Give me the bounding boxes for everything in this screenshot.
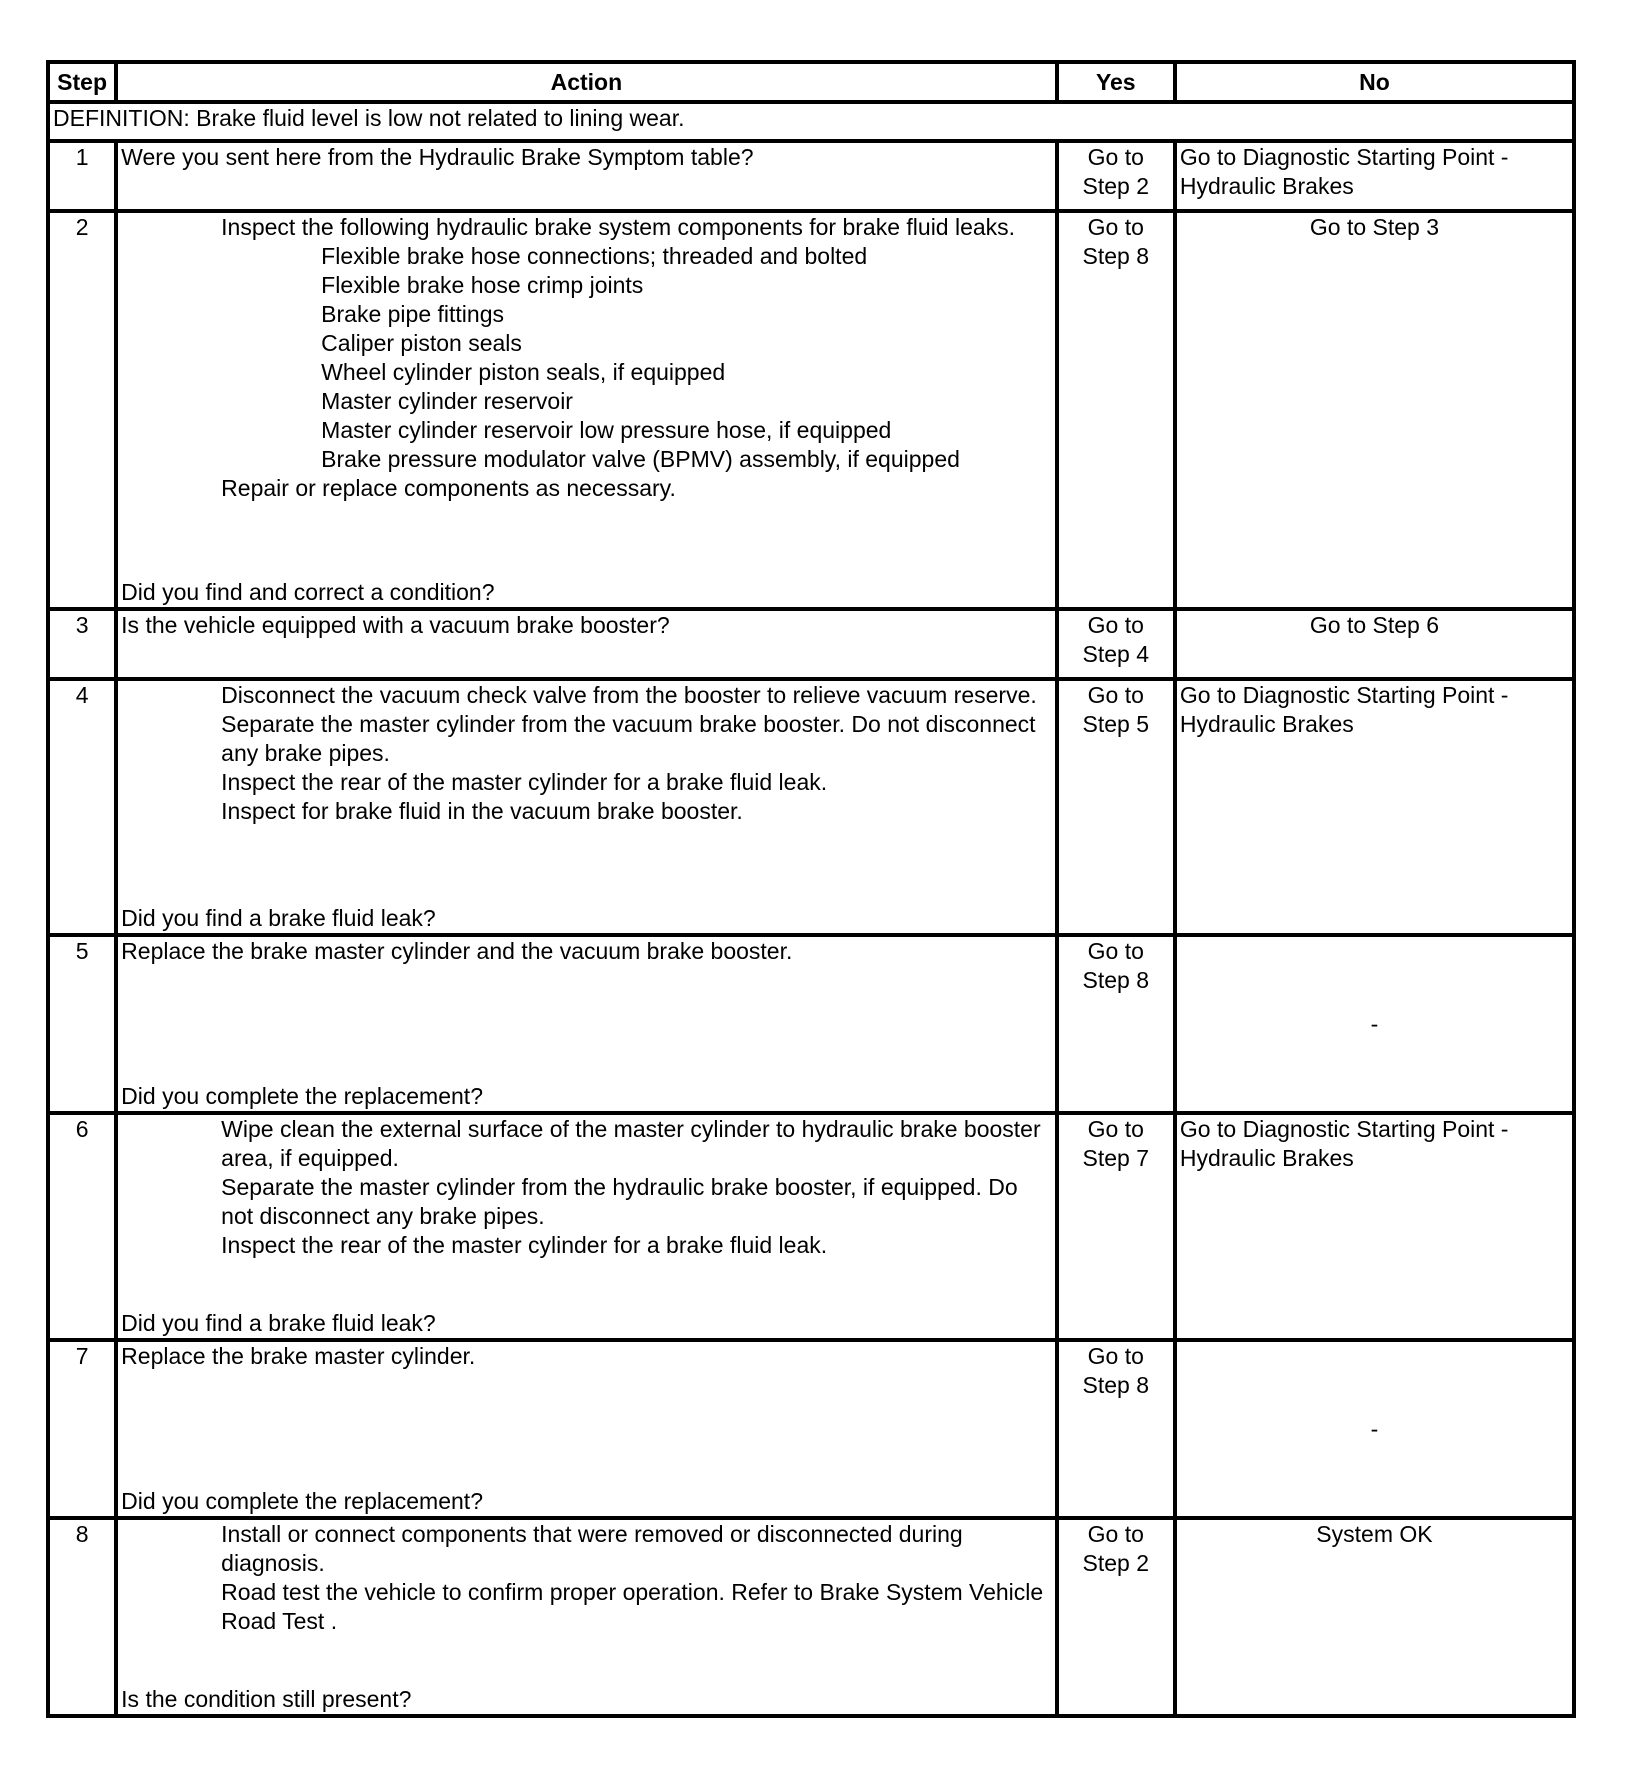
question-text: Did you find a brake fluid leak? (121, 1310, 436, 1336)
no-cell: Go to Diagnostic Starting Point - Hydraulic Brakes (1175, 141, 1574, 211)
yes-cell: Go to Step 8 (1057, 211, 1175, 609)
action-cell (116, 1518, 1056, 1716)
definition-row (48, 102, 1574, 141)
step-number: 6 (48, 1113, 116, 1340)
question-text: Did you complete the replacement? (121, 1083, 483, 1109)
diagnostic-table (46, 60, 1576, 1718)
question-text: Did you find and correct a condition? (121, 579, 495, 605)
no-cell: System OK (1175, 1518, 1574, 1716)
definition-text: DEFINITION: Brake fluid level is low not related to lining wear. (48, 102, 1574, 141)
instruction-text: Wipe clean the external surface of the master cylinder to hydraulic brake booster area, if equipped. (221, 1116, 1041, 1171)
no-cell: Go to Diagnostic Starting Point - Hydraulic Brakes (1175, 679, 1574, 935)
yes-cell: Go to Step 8 (1057, 935, 1175, 1113)
action-cell (116, 679, 1056, 935)
yes-cell: Go to Step 5 (1057, 679, 1175, 935)
table-row (48, 1340, 1574, 1518)
instruction-text: Inspect for brake fluid in the vacuum brake booster. (221, 798, 743, 824)
action-cell (116, 1340, 1056, 1518)
component-item: Flexible brake hose crimp joints (321, 272, 644, 298)
component-item: Master cylinder reservoir low pressure hose, if equipped (321, 417, 892, 443)
yes-cell: Go to Step 8 (1057, 1340, 1175, 1518)
question-text: Is the condition still present? (121, 1686, 412, 1712)
no-cell: Go to Step 6 (1175, 609, 1574, 679)
action-cell (116, 1113, 1056, 1340)
header-row (48, 62, 1574, 102)
action-cell (116, 141, 1056, 211)
action-cell (116, 211, 1056, 609)
step-number: 5 (48, 935, 116, 1113)
step-number: 7 (48, 1340, 116, 1518)
component-item: Wheel cylinder piston seals, if equipped (321, 359, 726, 385)
instruction-text: Repair or replace components as necessary. (221, 475, 676, 501)
step-number: 3 (48, 609, 116, 679)
header-yes: Yes (1057, 62, 1175, 102)
component-item: Caliper piston seals (321, 330, 522, 356)
question-text: Did you find a brake fluid leak? (121, 905, 436, 931)
instruction-text: Road test the vehicle to confirm proper operation. Refer to Brake System Vehicle Road Test . (221, 1579, 1044, 1634)
instruction-text: Inspect the following hydraulic brake system components for brake fluid leaks. (221, 214, 1016, 240)
yes-cell: Go to Step 2 (1057, 1518, 1175, 1716)
table-row (48, 1518, 1574, 1716)
step-number: 8 (48, 1518, 116, 1716)
yes-cell: Go to Step 4 (1057, 609, 1175, 679)
instruction-text: Separate the master cylinder from the hydraulic brake booster, if equipped. Do not disconnect any brake pipes. (221, 1174, 1018, 1229)
component-item: Master cylinder reservoir (321, 388, 573, 414)
instruction-text: Disconnect the vacuum check valve from the booster to relieve vacuum reserve. (221, 682, 1037, 708)
yes-cell: Go to Step 2 (1057, 141, 1175, 211)
action-cell (116, 609, 1056, 679)
no-cell: - (1175, 1340, 1574, 1518)
instruction-text: Replace the brake master cylinder. (121, 1343, 476, 1369)
no-cell: Go to Step 3 (1175, 211, 1574, 609)
no-cell: - (1175, 935, 1574, 1113)
table-row (48, 1113, 1574, 1340)
instruction-text: Separate the master cylinder from the vacuum brake booster. Do not disconnect any brake pipes. (221, 711, 1036, 766)
question-text: Did you complete the replacement? (121, 1488, 483, 1514)
instruction-text: Install or connect components that were removed or disconnected during diagnosis. (221, 1521, 963, 1576)
instruction-text: Inspect the rear of the master cylinder for a brake fluid leak. (221, 769, 828, 795)
question-text: Were you sent here from the Hydraulic Brake Symptom table? (121, 144, 754, 170)
table-row (48, 211, 1574, 609)
question-text: Is the vehicle equipped with a vacuum brake booster? (121, 612, 670, 638)
header-no: No (1175, 62, 1574, 102)
table-row (48, 935, 1574, 1113)
table-row (48, 609, 1574, 679)
step-number: 2 (48, 211, 116, 609)
instruction-text: Inspect the rear of the master cylinder for a brake fluid leak. (221, 1232, 828, 1258)
component-item: Brake pipe fittings (321, 301, 504, 327)
action-cell (116, 935, 1056, 1113)
table-row (48, 141, 1574, 211)
step-number: 4 (48, 679, 116, 935)
header-action: Action (116, 62, 1056, 102)
component-item: Flexible brake hose connections; threaded and bolted (321, 243, 868, 269)
table-row (48, 679, 1574, 935)
component-item: Brake pressure modulator valve (BPMV) assembly, if equipped (321, 446, 960, 472)
instruction-text: Replace the brake master cylinder and the vacuum brake booster. (121, 938, 793, 964)
step-number: 1 (48, 141, 116, 211)
header-step: Step (48, 62, 116, 102)
yes-cell: Go to Step 7 (1057, 1113, 1175, 1340)
no-cell: Go to Diagnostic Starting Point - Hydraulic Brakes (1175, 1113, 1574, 1340)
